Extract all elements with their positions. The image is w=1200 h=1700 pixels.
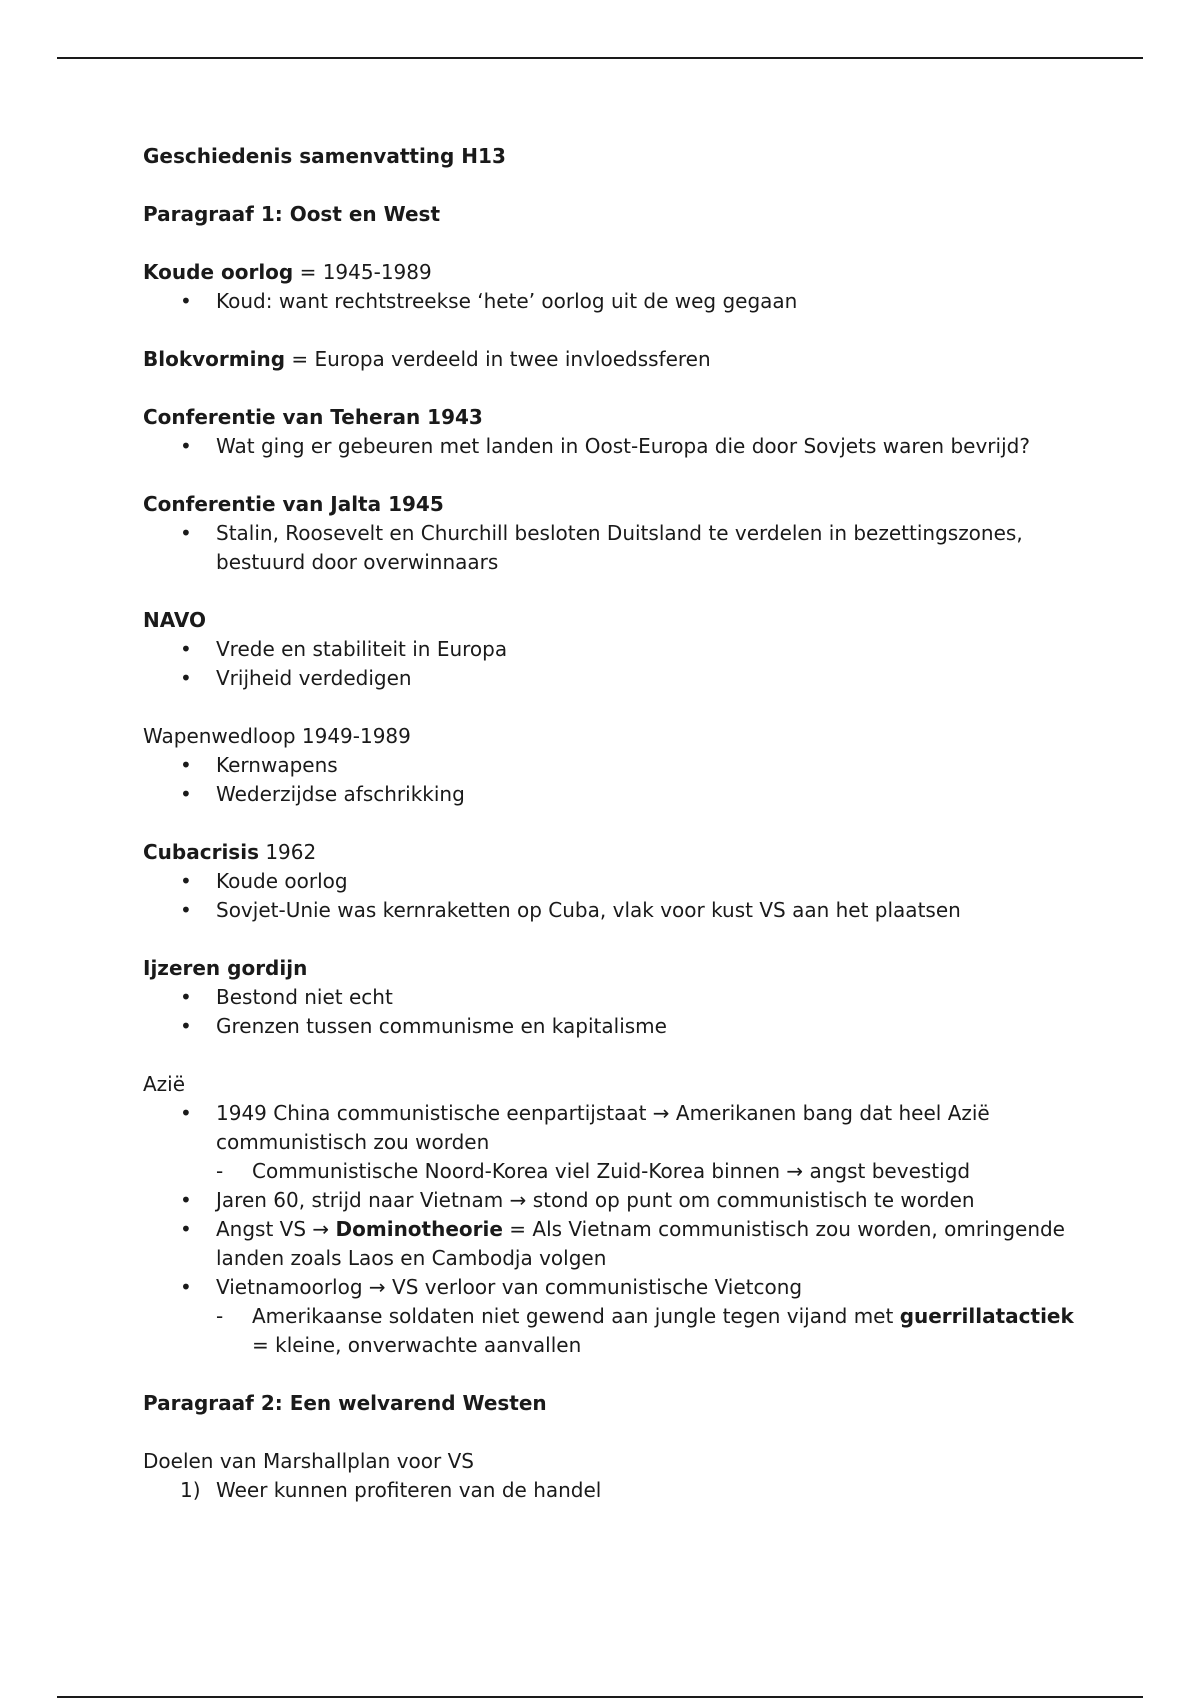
list-item-text: Koude oorlog [216,869,348,893]
paragraph2-heading: Paragraaf 2: Een welvarend Westen [143,1391,547,1415]
section-teheran [143,403,1093,461]
navo-heading: NAVO [143,608,206,632]
list-item [143,432,1093,461]
document-title-block [143,142,1093,171]
list-item [143,664,1093,693]
list-item [143,780,1093,809]
koude-oorlog-term: Koude oorlog [143,260,294,284]
list-item-text: Wat ging er gebeuren met landen in Oost-Europa die door Sovjets waren bevrijd? [216,434,1030,458]
bullet-icon: • [180,782,192,806]
list-item-text: Kernwapens [216,753,338,777]
bullet-icon: • [180,521,192,545]
section-jalta [143,490,1093,577]
list-item [143,867,1093,896]
blokvorming-term: Blokvorming [143,347,286,371]
sub-list-item-text [252,1304,1074,1357]
bullet-icon: • [180,1275,192,1299]
azie-heading: Azië [143,1072,186,1096]
list-item-text: Vrijheid verdedigen [216,666,412,690]
blokvorming-rest: = Europa verdeeld in twee invloedssferen [285,347,711,371]
list-item-text: Sovjet-Unie was kernraketten op Cuba, vlak voor kust VS aan het plaatsen [216,898,961,922]
list-item [143,1012,1093,1041]
list-item-text: Grenzen tussen communisme en kapitalisme [216,1014,667,1038]
bullet-icon: • [180,1217,192,1241]
list-item-text: Weer kunnen profiteren van de handel [216,1478,602,1502]
bullet-icon: • [180,434,192,458]
list-item [143,635,1093,664]
paragraph1-heading: Paragraaf 1: Oost en West [143,202,441,226]
jalta-heading: Conferentie van Jalta 1945 [143,492,444,516]
paragraph2-heading-block [143,1389,1093,1418]
marshall-heading: Doelen van Marshallplan voor VS [143,1449,474,1473]
list-item [143,287,1093,316]
section-azie [143,1070,1093,1360]
list-item-text: Vietnamoorlog → VS verloor van communistische Vietcong [216,1275,803,1299]
list-item-text: Bestond niet echt [216,985,393,1009]
list-item-text: Vrede en stabiliteit in Europa [216,637,508,661]
list-item-text: Stalin, Roosevelt en Churchill besloten Duitsland te verdelen in bezettingszones, bestuurd door overwinnaars [216,521,1023,574]
ijzeren-gordijn-heading: Ijzeren gordijn [143,956,308,980]
sub-list-item [143,1302,1093,1360]
dash-icon: - [216,1159,224,1183]
cubacrisis-rest: 1962 [258,840,317,864]
section-blokvorming [143,345,1093,374]
list-item [143,519,1093,577]
paragraph1-heading-block [143,200,1093,229]
list-item [143,1273,1093,1302]
bullet-icon: • [180,753,192,777]
koude-oorlog-rest: = 1945-1989 [293,260,432,284]
footer-rule [57,1696,1143,1698]
list-item-text-post: = Als Vietnam communistisch zou worden, omringende landen zoals Laos en Cambodja volgen [216,1217,1065,1270]
document-title: Geschiedenis samenvatting H13 [143,144,506,168]
bullet-icon: • [180,1101,192,1125]
section-wapenwedloop [143,722,1093,809]
wapenwedloop-heading: Wapenwedloop 1949-1989 [143,724,411,748]
dash-icon: - [216,1304,224,1328]
dominotheorie-term: Dominotheorie [335,1217,503,1241]
list-item [143,896,1093,925]
sub-list-item-text: Communistische Noord-Korea viel Zuid-Korea binnen → angst bevestigd [252,1159,971,1183]
sub-list-item [143,1157,1093,1186]
list-item [143,1186,1093,1215]
bullet-icon: • [180,637,192,661]
cubacrisis-heading [143,838,1093,867]
section-koude-oorlog [143,258,1093,316]
list-item-text [216,1217,1065,1270]
document-body [143,142,1093,1505]
section-ijzeren-gordijn [143,954,1093,1041]
guerrillatactiek-term: guerrillatactiek [899,1304,1074,1328]
list-item-text: Koud: want rechtstreekse ‘hete’ oorlog uit de weg gegaan [216,289,798,313]
sub-list-item-text-post: = kleine, onverwachte aanvallen [252,1333,582,1357]
cubacrisis-term: Cubacrisis [143,840,259,864]
bullet-icon: • [180,898,192,922]
list-item-text: 1949 China communistische eenpartijstaat → Amerikanen bang dat heel Azië communistisch zou worden [216,1101,990,1154]
blokvorming-definition [143,345,1093,374]
bullet-icon: • [180,1188,192,1212]
bullet-icon: • [180,666,192,690]
koude-oorlog-definition [143,258,1093,287]
list-item [143,983,1093,1012]
header-rule [57,57,1143,59]
bullet-icon: • [180,289,192,313]
section-marshall [143,1447,1093,1505]
list-item-text-pre: Angst VS → [216,1217,336,1241]
bullet-icon: • [180,869,192,893]
section-navo [143,606,1093,693]
list-item [143,1215,1093,1273]
list-item-text: Wederzijdse afschrikking [216,782,465,806]
list-item [143,1476,1093,1505]
bullet-icon: • [180,1014,192,1038]
list-number: 1) [180,1478,201,1502]
sub-list-item-text-pre: Amerikaanse soldaten niet gewend aan jungle tegen vijand met [252,1304,900,1328]
list-item-text: Jaren 60, strijd naar Vietnam → stond op punt om communistisch te worden [216,1188,975,1212]
bullet-icon: • [180,985,192,1009]
list-item [143,751,1093,780]
list-item [143,1099,1093,1157]
section-cubacrisis [143,838,1093,925]
teheran-heading: Conferentie van Teheran 1943 [143,405,483,429]
